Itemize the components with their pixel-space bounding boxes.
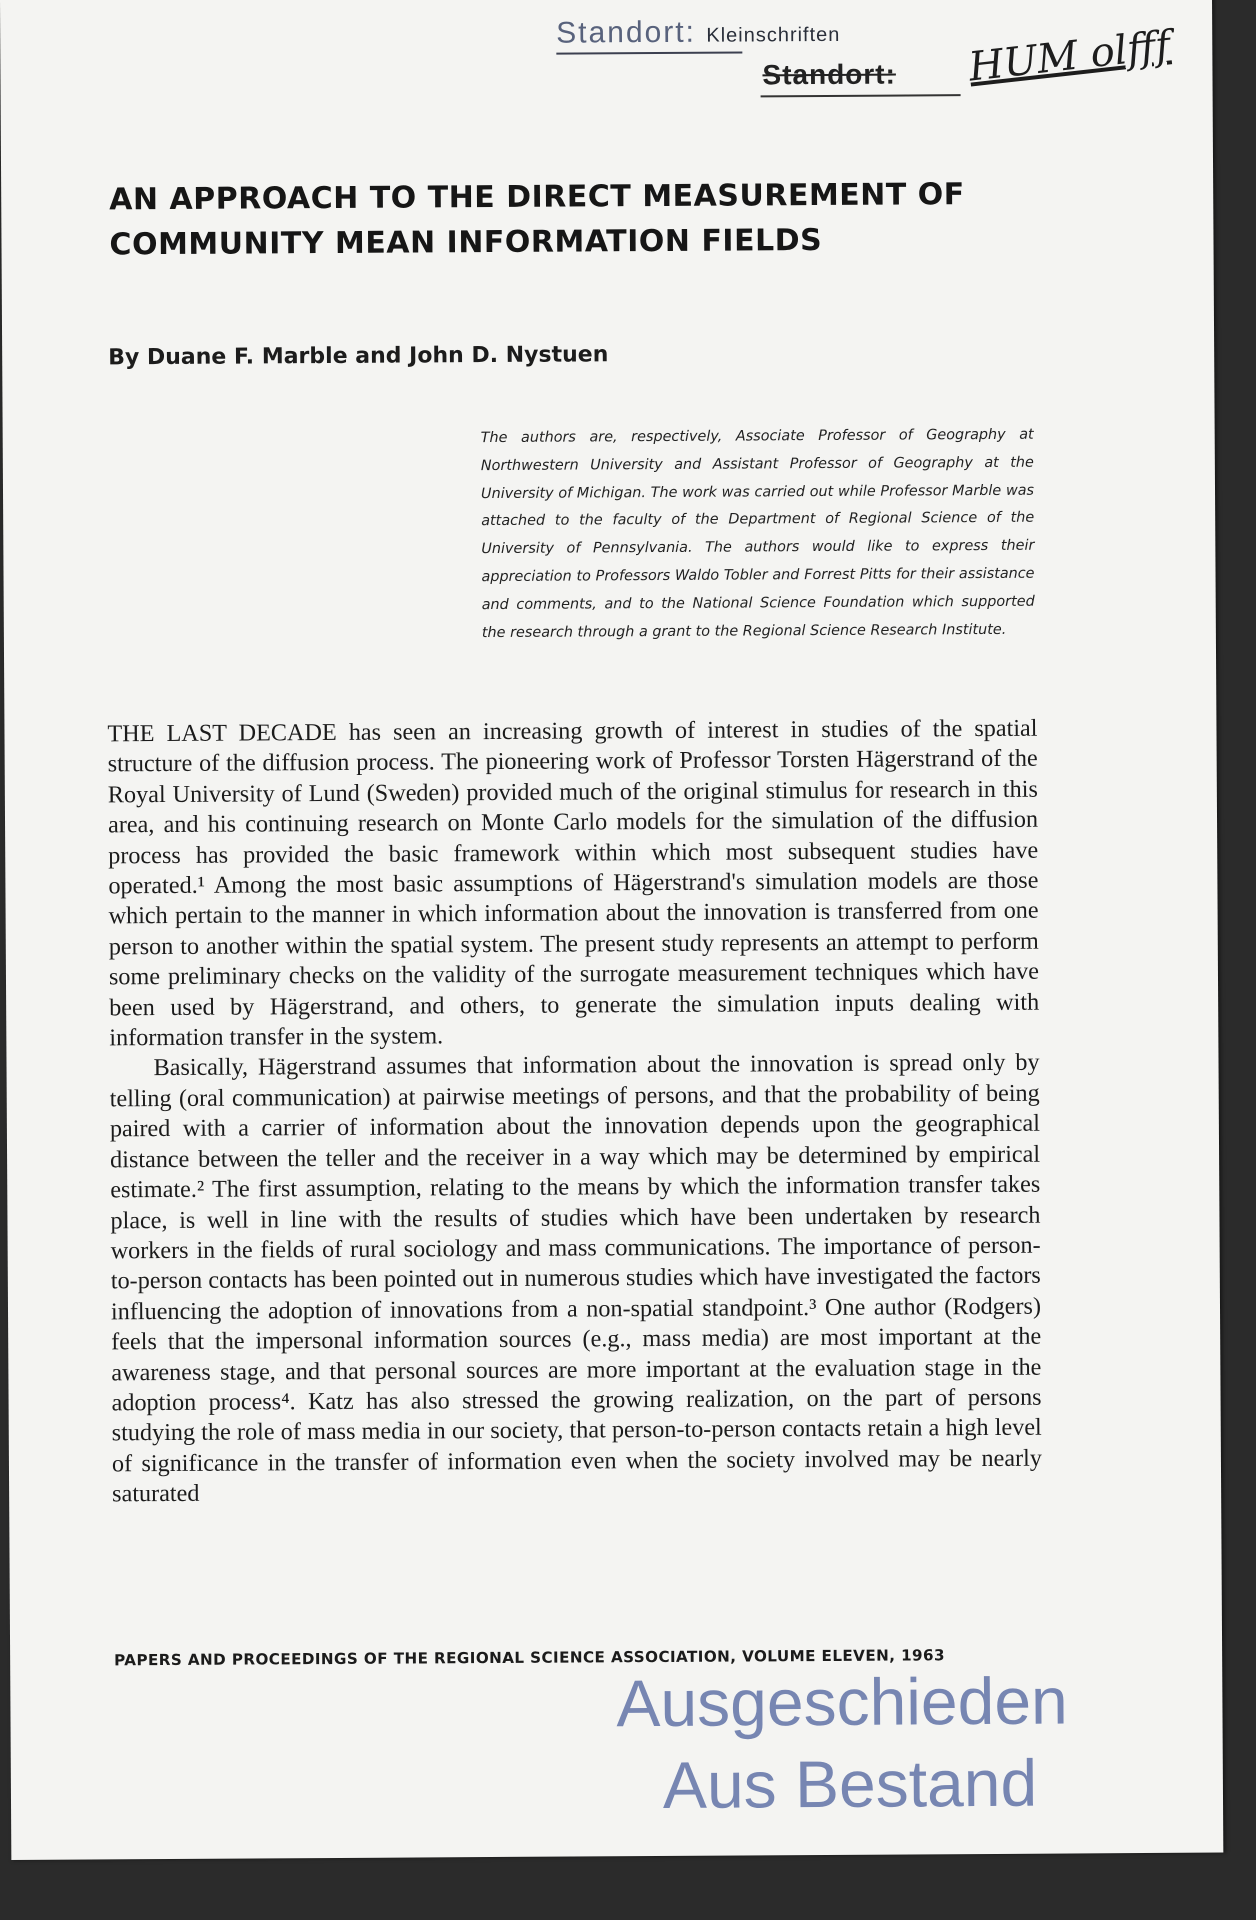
journal-footer: PAPERS AND PROCEEDINGS OF THE REGIONAL SCIENCE ASSOCIATION, VOLUME ELEVEN, 1963: [114, 1646, 945, 1670]
crossed-location-stamp: Standort:: [762, 58, 897, 91]
body-paragraph: THE LAST DECADE has seen an increasing growth of interest in studies of the spatial structure of the diffusion process. The pioneering work of Professor Torsten Hägerstrand of the Royal University of Lund (Sweden) provided much of the original stimulus for research in this area, and his continuing research on Monte Carlo models for the simulation of the diffusion process has provided the basic framework within which most subsequent studies have operated.¹ Among the most basic assumptions of Hägerstrand's simulation models are those which pertain to the manner in which information about the innovation is transferred from one person to another within the spatial system. The present study represents an attempt to perform some preliminary checks on the validity of the surrogate measurement techniques which have been used by Hägerstrand, and others, to generate the simulation inputs dealing with information transfer in the system.: [107, 714, 1040, 1052]
location-stamp: [556, 15, 840, 51]
handwritten-shelfmark: HUM olfff: [966, 22, 1173, 91]
article-title: AN APPROACH TO THE DIRECT MEASUREMENT OF COMMUNITY MEAN INFORMATION FIELDS: [109, 177, 965, 263]
withdrawn-stamp-line-2: Aus Bestand: [662, 1745, 1038, 1822]
article-byline: By Duane F. Marble and John D. Nystuen: [108, 342, 609, 371]
stamp-underline: [556, 51, 742, 54]
stamp-underline-2: [761, 94, 961, 97]
withdrawn-stamp: [616, 1659, 1077, 1826]
location-stamp-label: Standort:: [556, 15, 697, 50]
article-body: [107, 714, 1042, 1510]
withdrawn-stamp-line-1: Ausgeschieden: [616, 1663, 1068, 1741]
location-stamp-value: Kleinschriften: [706, 23, 841, 47]
body-paragraph: Basically, Hägerstrand assumes that information about the innovation is spread only by telling (oral communication) at pairwise meetings of persons, and that the probability of being paired with a carrier of information about the innovation depends upon the geographical distance between the teller and the receiver in a way which may be determined by empirical estimate.² The first assumption, relating to the means by which the information transfer takes place, is well in line with the results of studies which have been undertaken by research workers in the fields of rural sociology and mass communications. The importance of person-to-person contacts has been pointed out in numerous studies which have investigated the factors influencing the adoption of innovations from a non-spatial standpoint.³ One author (Rodgers) feels that the impersonal information sources (e.g., mass media) are most important at the awareness stage, and that personal sources are more important at the evaluation stage in the adoption process⁴. Katz has also stressed the growing realization, on the part of persons studying the role of mass media in our society, that person-to-person contacts retain a high level of significance in the transfer of information even when the society involved may be nearly saturated: [109, 1049, 1043, 1508]
author-note: The authors are, respectively, Associate Professor of Geography at Northwestern University and Assistant Professor of Geography at the University of Michigan. The work was carried out while Professor Marble was attached to the faculty of the Department of Regional Science of the University of Pennsylvania. The authors would like to express their appreciation to Professors Waldo Tobler and Forrest Pitts for their assistance and comments, and to the National Science Foundation which supported the research through a grant to the Regional Science Research Institute.: [480, 426, 1035, 641]
